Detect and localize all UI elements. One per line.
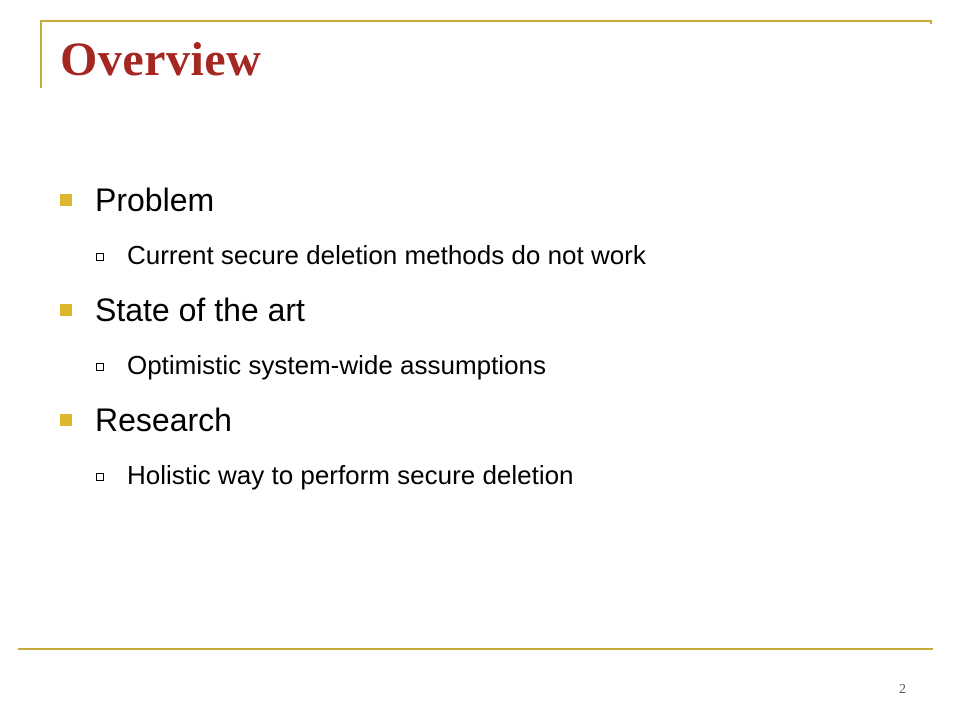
bullet-item <box>60 178 920 288</box>
sub-bullet-text: Holistic way to perform secure deletion <box>127 459 574 490</box>
top-rule <box>40 20 932 22</box>
left-rule <box>40 20 42 88</box>
bullet-item <box>60 398 920 508</box>
sub-bullet-text: Optimistic system-wide assumptions <box>127 349 546 380</box>
filled-square-bullet-icon <box>60 414 72 426</box>
hollow-square-bullet-icon <box>96 253 104 261</box>
footer-rule <box>18 648 933 650</box>
hollow-square-bullet-icon <box>96 473 104 481</box>
right-tick-rule <box>930 20 932 24</box>
page-number: 2 <box>899 682 906 697</box>
bullet-list <box>60 178 920 508</box>
slide-title: Overview <box>60 33 262 86</box>
bullet-text: State of the art <box>95 291 305 328</box>
filled-square-bullet-icon <box>60 304 72 316</box>
bullet-item <box>60 288 920 398</box>
bullet-row <box>60 288 920 332</box>
hollow-square-bullet-icon <box>96 363 104 371</box>
bullet-text: Problem <box>95 181 215 218</box>
sub-bullet-row <box>60 332 920 398</box>
filled-square-bullet-icon <box>60 194 72 206</box>
bullet-row <box>60 178 920 222</box>
sub-bullet-row <box>60 442 920 508</box>
sub-bullet-text: Current secure deletion methods do not work <box>127 239 646 270</box>
bullet-row <box>60 398 920 442</box>
sub-bullet-row <box>60 222 920 288</box>
bullet-text: Research <box>95 401 232 438</box>
